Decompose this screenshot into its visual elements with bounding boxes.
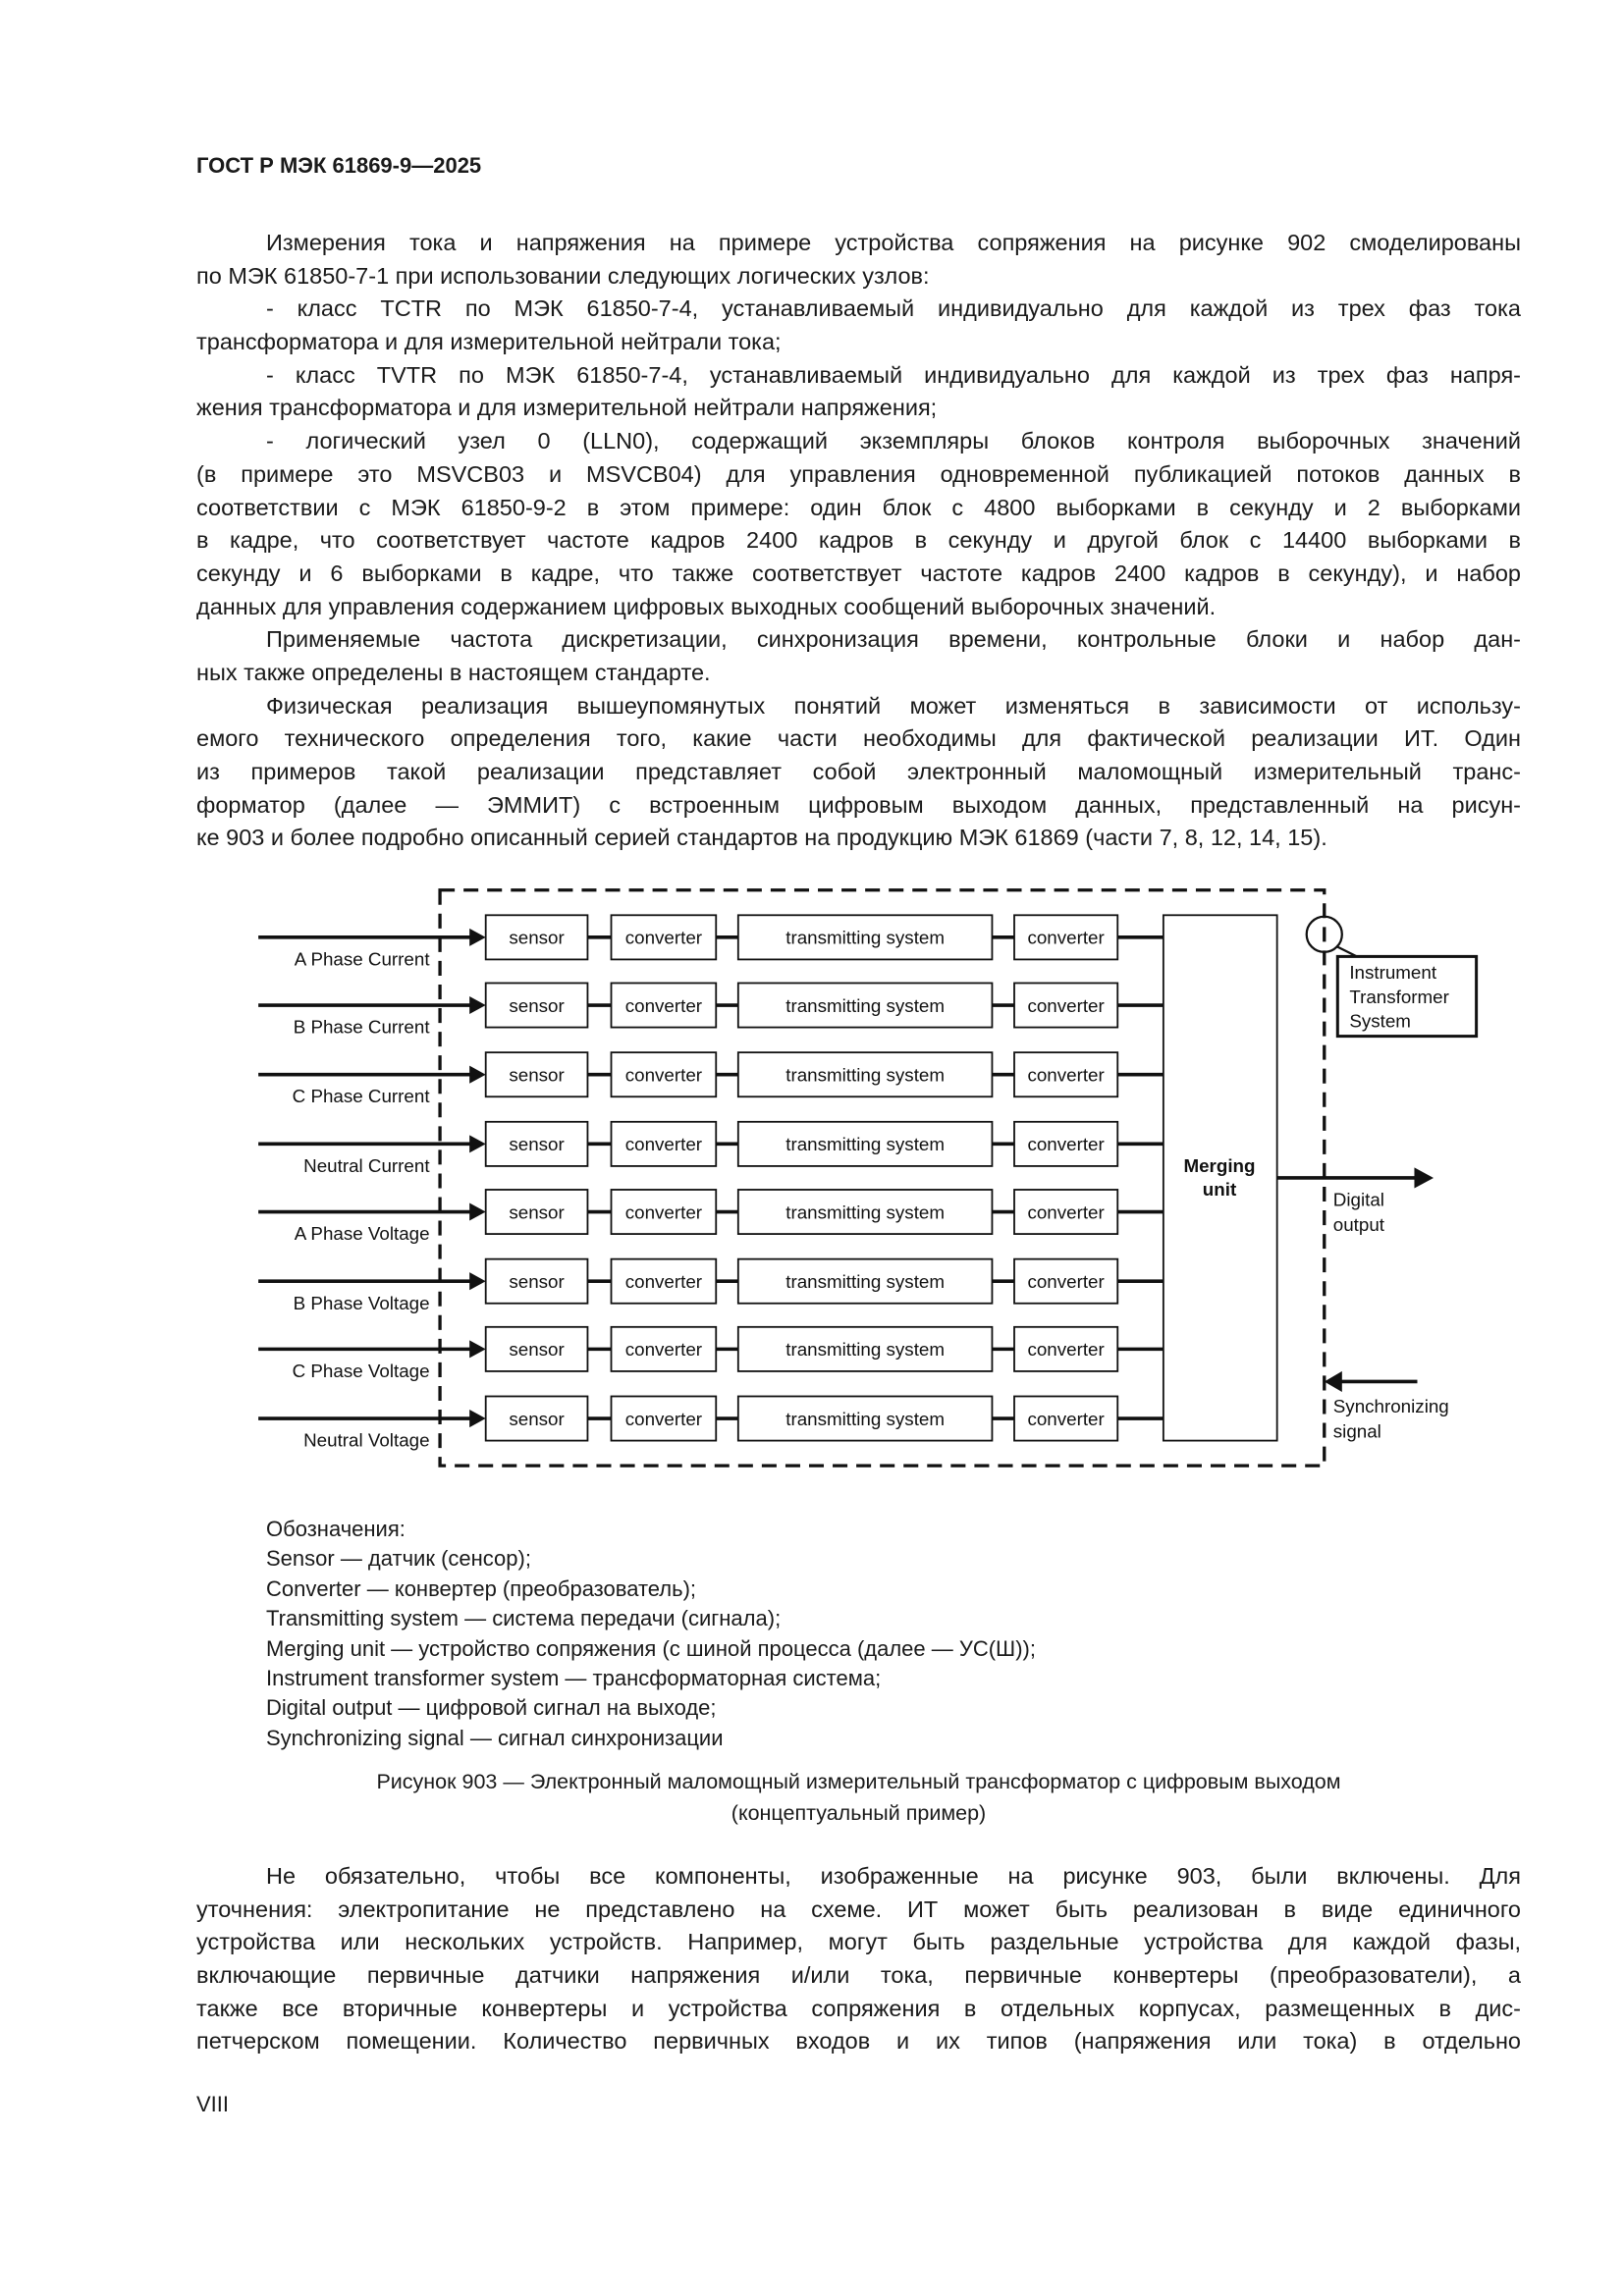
legend-item: Converter — конвертер (преобразователь); [266,1575,697,1601]
paragraph-line: по МЭК 61850-7-1 при использовании следующих логических узлов: [196,262,930,289]
arrowhead-icon [469,1340,486,1358]
input-label: B Phase Voltage [293,1292,430,1313]
primary-converter-block-label: converter [624,1270,703,1292]
input-label: A Phase Current [294,948,430,970]
legend-title: Обозначения: [266,1517,406,1541]
legend-item: Transmitting system — система передачи (сигнала); [266,1606,782,1631]
secondary-converter-block-label: converter [1027,1134,1105,1155]
paragraph-line: емого технического определения того, какие части необходимы для фактической реализации ИТ. Один [196,725,1521,752]
paragraph-line: уточнения: электропитание не представлено на схеме. ИТ может быть реализован в виде единичного [196,1896,1521,1922]
secondary-converter-block-label: converter [1027,1408,1105,1429]
paragraph-line: также все вторичные конвертеры и устройства сопряжения в отдельных корпусах, размещенных в дис- [196,1995,1521,2021]
transmitting-system-block-label: transmitting system [785,1270,946,1292]
primary-converter-block-label: converter [624,927,703,948]
transmitting-system-block-label: transmitting system [785,1201,946,1223]
sensor-block-label: sensor [509,994,565,1016]
merging-unit-label: Merging [1183,1154,1256,1176]
paragraph-line: - класс TCTR по МЭК 61850-7-4, устанавливаемый индивидуально для каждой из трех фаз тока [266,295,1521,322]
document-header: ГОСТ Р МЭК 61869-9—2025 [196,153,482,178]
merging-unit-block [1164,915,1277,1440]
paragraph-line: - логический узел 0 (LLN0), содержащий экземпляры блоков контроля выборочных значений [266,428,1521,454]
primary-converter-block-label: converter [624,1201,703,1223]
transmitting-system-block-label: transmitting system [785,1064,946,1086]
caption-line: Рисунок 903 — Электронный маломощный измерительный трансформатор с цифровым выходом [376,1770,1341,1793]
paragraph-line: - класс TVTR по МЭК 61850-7-4, устанавливаемый индивидуально для каждой из трех фаз напря- [266,361,1521,388]
secondary-converter-block-label: converter [1027,1064,1105,1086]
arrowhead-icon [469,996,486,1014]
paragraph-line: Измерения тока и напряжения на примере устройства сопряжения на рисунке 902 смоделированы [266,230,1521,255]
arrowhead-icon [469,929,486,946]
page-number: VIII [196,2092,230,2116]
input-label: Neutral Voltage [303,1429,430,1451]
sensor-block-label: sensor [509,1408,565,1429]
arrowhead-icon [469,1135,486,1152]
digital-output-label: output [1332,1214,1385,1236]
arrowhead-icon [469,1272,486,1290]
sensor-block-label: sensor [509,1270,565,1292]
instrument-transformer-system-label: System [1349,1010,1411,1032]
transmitting-system-block-label: transmitting system [785,994,946,1016]
input-label: C Phase Current [292,1086,430,1107]
sensor-block-label: sensor [509,1134,565,1155]
paragraph-line: Физическая реализация вышеупомянутых понятий может изменяться в зависимости от использу- [266,692,1521,719]
paragraph-line: соответствии с МЭК 61850-9-2 в этом примере: один блок с 4800 выборками в секунду и 2 выборками [196,494,1521,520]
body-text-bottom [196,1860,1521,2058]
paragraph-line: Применяемые частота дискретизации, синхронизация времени, контрольные блоки и набор дан- [266,626,1521,653]
caption-line: (концептуальный пример) [731,1801,987,1825]
arrowhead-icon [1325,1371,1342,1392]
primary-converter-block-label: converter [624,1339,703,1361]
figure-caption [196,1766,1521,1829]
instrument-transformer-system-label: Instrument [1349,961,1437,983]
paragraph-line: ных также определены в настоящем стандарте. [196,659,711,685]
paragraph-line: устройства или нескольких устройств. Например, могут быть раздельные устройства для каждой фазы, [196,1929,1521,1955]
instrument-transformer-system-label: Transformer [1349,986,1449,1007]
primary-converter-block-label: converter [624,1064,703,1086]
transmitting-system-block-label: transmitting system [785,927,946,948]
legend-item: Sensor — датчик (сенсор); [266,1546,531,1572]
transmitting-system-block-label: transmitting system [785,1339,946,1361]
secondary-converter-block-label: converter [1027,1201,1105,1223]
paragraph-line: в кадре, что соответствует частоте кадров 2400 кадров в секунду и другой блок с 14400 выборками в [196,527,1521,554]
figure-legend [266,1515,1036,1750]
paragraph-line: петчерском помещении. Количество первичных входов и их типов (напряжения или тока) в отдельно [196,2028,1521,2055]
digital-output-label: Digital [1332,1189,1384,1210]
input-label: A Phase Voltage [294,1223,430,1245]
paragraph-line: трансформатора и для измерительной нейтрали тока; [196,329,782,355]
synchronizing-signal-label: signal [1332,1420,1381,1442]
callout-leader-line [1336,946,1357,957]
input-label: Neutral Current [303,1154,430,1176]
arrowhead-icon [469,1066,486,1084]
paragraph-line: ке 903 и более подробно описанный серией стандартов на продукцию МЭК 61869 (части 7, 8, 12, 14, 15). [196,825,1327,851]
secondary-converter-block-label: converter [1027,994,1105,1016]
transmitting-system-block-label: transmitting system [785,1408,946,1429]
secondary-converter-block-label: converter [1027,927,1105,948]
primary-converter-block-label: converter [624,1134,703,1155]
paragraph-line: из примеров такой реализации представляет собой электронный маломощный измерительный транс- [196,759,1521,784]
paragraph-line: секунду и 6 выборками в кадре, что также соответствует частоте кадров 2400 кадров в секунду), и набор [196,560,1521,586]
arrowhead-icon [1414,1167,1434,1188]
synchronizing-signal-label: Synchronizing [1332,1396,1449,1417]
input-label: B Phase Current [293,1016,430,1038]
paragraph-line: жения трансформатора и для измерительной нейтрали напряжения; [196,395,938,421]
paragraph-line: данных для управления содержанием цифровых выходных сообщений выборочных значений. [196,593,1217,619]
arrowhead-icon [469,1410,486,1427]
sensor-block-label: sensor [509,1201,565,1223]
sensor-block-label: sensor [509,1064,565,1086]
secondary-converter-block-label: converter [1027,1339,1105,1361]
arrowhead-icon [469,1203,486,1221]
paragraph-line: (в примере это MSVCB03 и MSVCB04) для управления одновременной публикацией потоков данных в [196,460,1521,487]
transmitting-system-block-label: transmitting system [785,1134,946,1155]
input-label: C Phase Voltage [292,1360,430,1381]
sensor-block-label: sensor [509,927,565,948]
paragraph-line: Не обязательно, чтобы все компоненты, изображенные на рисунке 903, были включены. Для [266,1863,1521,1889]
paragraph-line: включающие первичные датчики напряжения и/или тока, первичные конвертеры (преобразователи), а [196,1962,1521,1989]
primary-converter-block-label: converter [624,994,703,1016]
legend-item: Digital output — цифровой сигнал на выходе; [266,1695,717,1721]
legend-item: Instrument transformer system — трансформаторная система; [266,1665,882,1690]
paragraph-line: форматор (далее — ЭММИТ) с встроенным цифровым выходом данных, представленный на рисун- [196,791,1521,818]
legend-item: Merging unit — устройство сопряжения (с шиной процесса (далее — УС(Ш)); [266,1635,1036,1661]
primary-converter-block-label: converter [624,1408,703,1429]
legend-item: Synchronizing signal — сигнал синхронизации [266,1725,724,1750]
merging-unit-label: unit [1202,1178,1237,1200]
secondary-converter-block-label: converter [1027,1270,1105,1292]
sensor-block-label: sensor [509,1339,565,1361]
